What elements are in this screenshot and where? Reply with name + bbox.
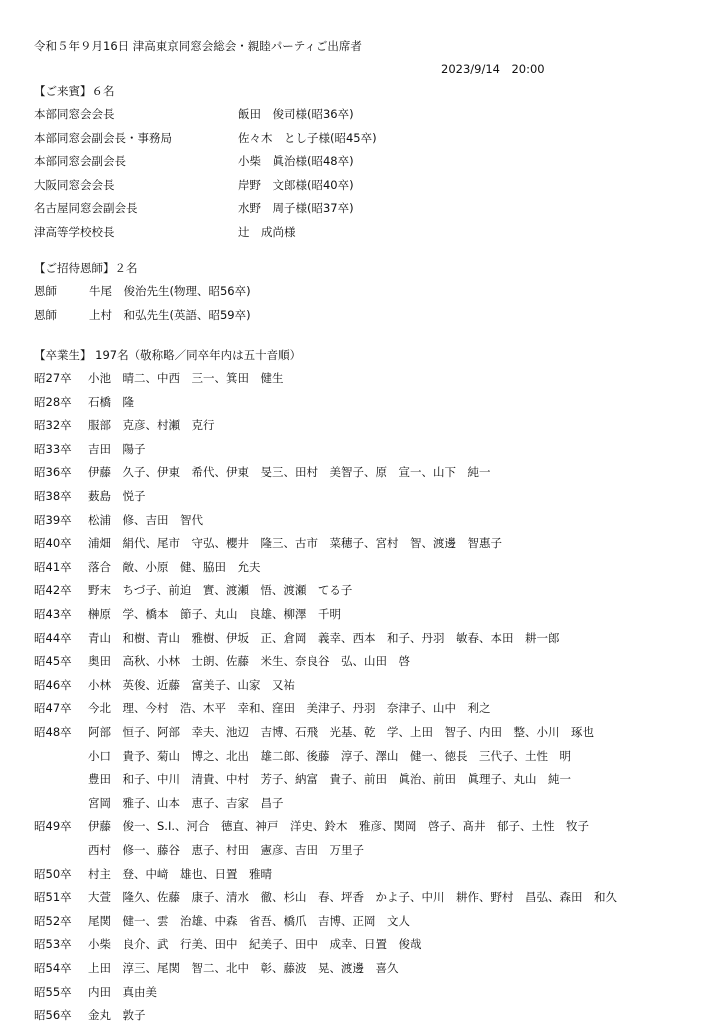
guest-name: 岸野 文郎様(昭40卒) (238, 177, 354, 192)
guest-name: 水野 周子様(昭37卒) (238, 201, 354, 215)
graduation-year: 昭45卒 (34, 654, 72, 669)
graduate-names: 小池 晴二、中西 三一、箕田 健生 (88, 371, 284, 385)
guest-name: 辻 成尚様 (238, 224, 296, 239)
guest-role: 本部同窓会副会長 (34, 154, 126, 168)
guest-role: 本部同窓会副会長・事務局 (34, 130, 172, 145)
document-title: 令和５年９月16日 津高東京同窓会総会・親睦パーティご出席者 (34, 39, 362, 53)
graduation-year: 昭39卒 (34, 512, 72, 527)
graduate-names: 奥田 高秋、小林 士朗、佐藤 米生、奈良谷 弘、山田 啓 (88, 654, 410, 669)
teacher-name: 牛尾 俊治先生(物理、昭56卒) (89, 284, 251, 298)
teacher-name: 上村 和弘先生(英語、昭59卒) (89, 307, 251, 322)
graduate-names: 宮岡 雅子、山本 恵子、吉家 昌子 (88, 795, 284, 810)
graduates-heading: 【卒業生】 197名（敬称略／同卒年内は五十音順） (34, 348, 302, 362)
graduate-names: 豊田 和子、中川 清貴、中村 芳子、納富 貴子、前田 眞治、前田 眞理子、丸山 純一 (88, 772, 571, 787)
graduation-year: 昭55卒 (34, 984, 72, 999)
graduate-names: 落合 敞、小原 健、脇田 允夫 (88, 559, 261, 574)
guest-name: 小柴 眞治様(昭48卒) (238, 154, 354, 168)
graduate-names: 上田 淳三、尾関 智二、北中 彰、藤波 晃、渡邊 喜久 (88, 961, 399, 975)
graduation-year: 昭41卒 (34, 559, 72, 574)
graduation-year: 昭38卒 (34, 489, 72, 503)
teacher-label: 恩師 (34, 284, 57, 298)
graduation-year: 昭33卒 (34, 441, 72, 456)
graduate-names: 榊原 学、橋本 節子、丸山 良雄、柳澤 千明 (88, 607, 341, 621)
graduation-year: 昭51卒 (34, 890, 72, 905)
graduation-year: 昭43卒 (34, 607, 72, 621)
graduate-names: 薮島 悦子 (88, 489, 146, 503)
graduate-names: 尾関 健一、雲 治雄、中森 省吾、橋爪 吉博、正岡 文人 (88, 913, 410, 928)
guest-role: 大阪同窓会会長 (34, 177, 115, 192)
graduate-names: 服部 克彦、村瀬 克行 (88, 418, 215, 433)
graduation-year: 昭47卒 (34, 701, 72, 716)
graduation-year: 昭54卒 (34, 961, 72, 975)
graduation-year: 昭49卒 (34, 819, 72, 834)
graduate-names: 金丸 敦子 (88, 1008, 146, 1023)
guests-heading: 【ご来賓】６名 (34, 84, 115, 98)
graduation-year: 昭50卒 (34, 866, 72, 881)
graduation-year: 昭40卒 (34, 536, 72, 551)
graduation-year: 昭36卒 (34, 465, 72, 480)
graduation-year: 昭46卒 (34, 677, 72, 692)
guest-role: 津高等学校校長 (34, 224, 115, 239)
graduation-year: 昭53卒 (34, 937, 72, 952)
graduate-names: 小林 英俊、近藤 富美子、山家 又祐 (88, 677, 295, 692)
guest-role: 名古屋同窓会副会長 (34, 201, 138, 215)
graduate-names: 西村 修一、藤谷 恵子、村田 憲彦、吉田 万里子 (88, 843, 364, 857)
graduate-names: 今北 理、今村 浩、木平 幸和、窪田 美津子、丹羽 奈津子、山中 利之 (88, 701, 491, 716)
graduate-names: 松浦 修、吉田 智代 (88, 512, 203, 527)
graduate-names: 小柴 良介、武 行美、田中 紀美子、田中 成幸、日置 俊哉 (88, 937, 422, 952)
guest-name: 飯田 俊司様(昭36卒) (238, 107, 354, 121)
graduate-names: 小口 貴予、菊山 博之、北出 雄二郎、後藤 淳子、澤山 健一、徳長 三代子、土性 明 (88, 748, 571, 763)
guest-name: 佐々木 とし子様(昭45卒) (238, 130, 377, 145)
graduation-year: 昭52卒 (34, 913, 72, 928)
graduation-year: 昭27卒 (34, 371, 72, 385)
graduate-names: 青山 和樹、青山 雅樹、伊坂 正、倉岡 義幸、西本 和子、丹羽 敏春、本田 耕一郎 (88, 630, 560, 645)
teacher-label: 恩師 (34, 307, 57, 322)
graduate-names: 吉田 陽子 (88, 441, 146, 456)
graduation-year: 昭56卒 (34, 1008, 72, 1023)
guest-role: 本部同窓会会長 (34, 107, 115, 121)
teachers-heading: 【ご招待恩師】２名 (34, 261, 138, 275)
graduate-names: 伊藤 俊一、S.I.、河合 德直、神戸 洋史、鈴木 雅彦、関岡 啓子、髙井 郁子、土性 牧子 (88, 819, 589, 834)
graduate-names: 浦畑 絹代、尾市 守弘、櫻井 隆三、古市 菜穂子、宮村 智、渡邊 智惠子 (88, 536, 502, 551)
graduate-names: 阿部 恒子、阿部 幸夫、池辺 吉博、石飛 光基、乾 学、上田 智子、内田 整、小川 琢也 (88, 725, 594, 739)
graduate-names: 内田 真由美 (88, 984, 157, 999)
graduation-year: 昭28卒 (34, 394, 72, 409)
graduation-year: 昭44卒 (34, 630, 72, 645)
graduate-names: 野末 ちづ子、前迫 實、渡瀬 悟、渡瀬 てる子 (88, 583, 353, 598)
graduate-names: 石橋 隆 (88, 394, 134, 409)
graduation-year: 昭48卒 (34, 725, 72, 739)
document-datetime: 2023/9/14 20:00 (441, 62, 545, 76)
graduation-year: 昭32卒 (34, 418, 72, 433)
graduate-names: 大萱 隆久、佐藤 康子、清水 徹、杉山 春、坪香 かよ子、中川 耕作、野村 昌弘、森田 和久 (88, 890, 617, 905)
graduate-names: 村主 登、中﨑 雄也、日置 雅晴 (88, 866, 272, 881)
graduate-names: 伊藤 久子、伊東 希代、伊東 旻三、田村 美智子、原 宣一、山下 純一 (88, 465, 491, 480)
graduation-year: 昭42卒 (34, 583, 72, 598)
